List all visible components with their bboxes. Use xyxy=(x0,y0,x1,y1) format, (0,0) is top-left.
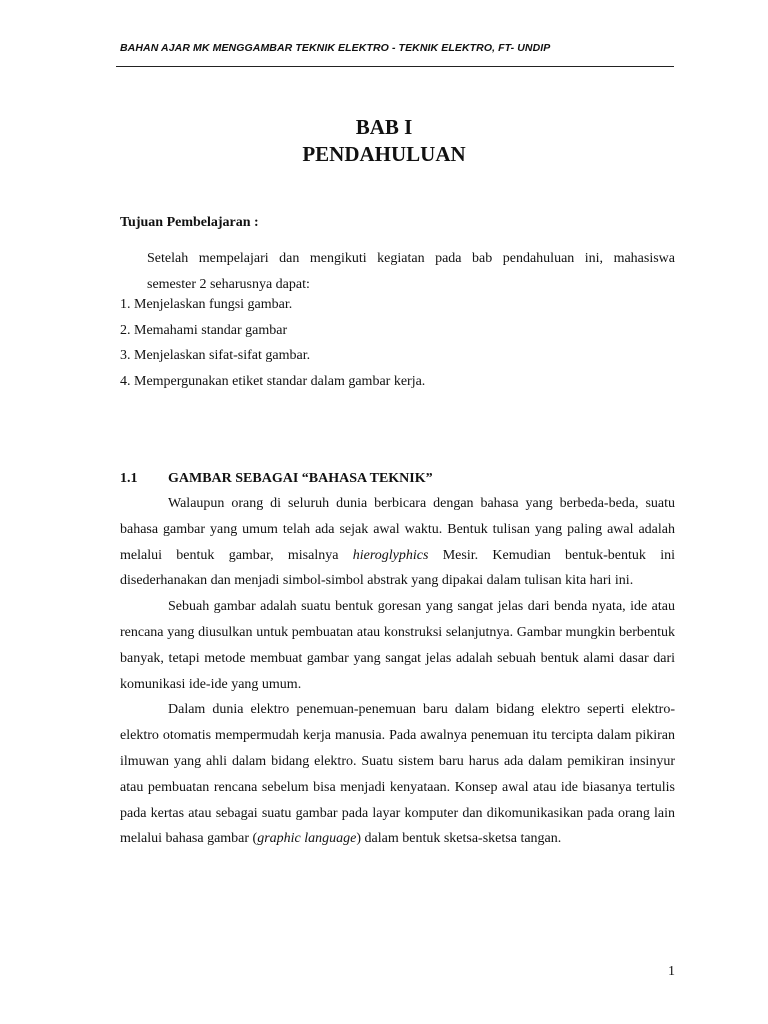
body-paragraph xyxy=(120,491,675,594)
running-header: BAHAN AJAR MK MENGGAMBAR TEKNIK ELEKTRO - TEKNIK ELEKTRO, FT- UNDIP xyxy=(120,42,551,54)
section-title: GAMBAR SEBAGAI “BAHASA TEKNIK” xyxy=(168,471,433,486)
objectives-intro-line-1: Setelah mempelajari dan mengikuti kegiatan pada bab pendahuluan ini, mahasiswa xyxy=(147,251,675,266)
chapter-title: PENDAHULUAN xyxy=(302,142,466,166)
paragraph-text: Walaupun orang di seluruh dunia berbicara dengan bahasa yang berbeda-beda, suatu bahasa gambar yang umum telah ada sejak awal waktu. Bentuk tulisan yang paling awal adalah melalui bentuk gambar, misalnya xyxy=(120,496,675,563)
objective-item: 3. Menjelaskan sifat-sifat gambar. xyxy=(120,348,311,363)
section-heading xyxy=(120,471,433,487)
italic-term: hieroglyphics xyxy=(352,547,429,563)
italic-term: graphic language xyxy=(257,831,357,847)
objectives-heading: Tujuan Pembelajaran : xyxy=(120,215,259,230)
page-number: 1 xyxy=(668,964,675,979)
paragraph-text: Dalam dunia elektro penemuan-penemuan baru dalam bidang elektro seperti elektro-elektro otomatis mempermudah kerja manusia. Pada awalnya penemuan itu tercipta dalam pikiran ilmuwan yang ahli dalam bidang elektro. Suatu sistem baru harus ada dalam pemikiran insinyur atau pembuatan rencana sebelum bisa menjadi kenyataan. Konsep awal atau ide biasanya tertulis pada kertas atau sebagai suatu gambar pada layar komputer dan dikomunikasikan pada orang lain melalui bahasa gambar ( xyxy=(120,702,675,847)
objectives-intro xyxy=(147,246,675,297)
section-number: 1.1 xyxy=(120,471,138,486)
objective-item: 4. Mempergunakan etiket standar dalam gambar kerja. xyxy=(120,373,426,389)
paragraph-text: ) dalam bentuk sketsa-sketsa tangan. xyxy=(356,831,562,847)
body-paragraph: Sebuah gambar adalah suatu bentuk goresan yang sangat jelas dari benda nyata, ide atau rencana yang diusulkan untuk pembuatan atau konstruksi selanjutnya. Gambar mungkin berbentuk banyak, tetapi metode membuat gambar yang sangat jelas adalah sebuah bentuk alami dasar dari komunikasi ide-ide yang umum. xyxy=(120,599,675,692)
body-paragraph xyxy=(120,697,675,852)
objective-item: 1. Menjelaskan fungsi gambar. xyxy=(120,297,293,312)
paragraph-text: Mesir. Kemudian bentuk-bentuk ini disederhanakan dan menjadi simbol-simbol abstrak yang dipakai dalam tulisan kita hari ini. xyxy=(120,547,675,589)
objective-item: 2. Memahami standar gambar xyxy=(120,322,288,338)
objectives-list xyxy=(120,292,425,394)
objectives-intro-line-2: semester 2 seharusnya dapat: xyxy=(147,276,310,292)
header-divider xyxy=(116,66,674,67)
chapter-number: BAB I xyxy=(355,115,413,139)
section-body xyxy=(120,491,675,852)
